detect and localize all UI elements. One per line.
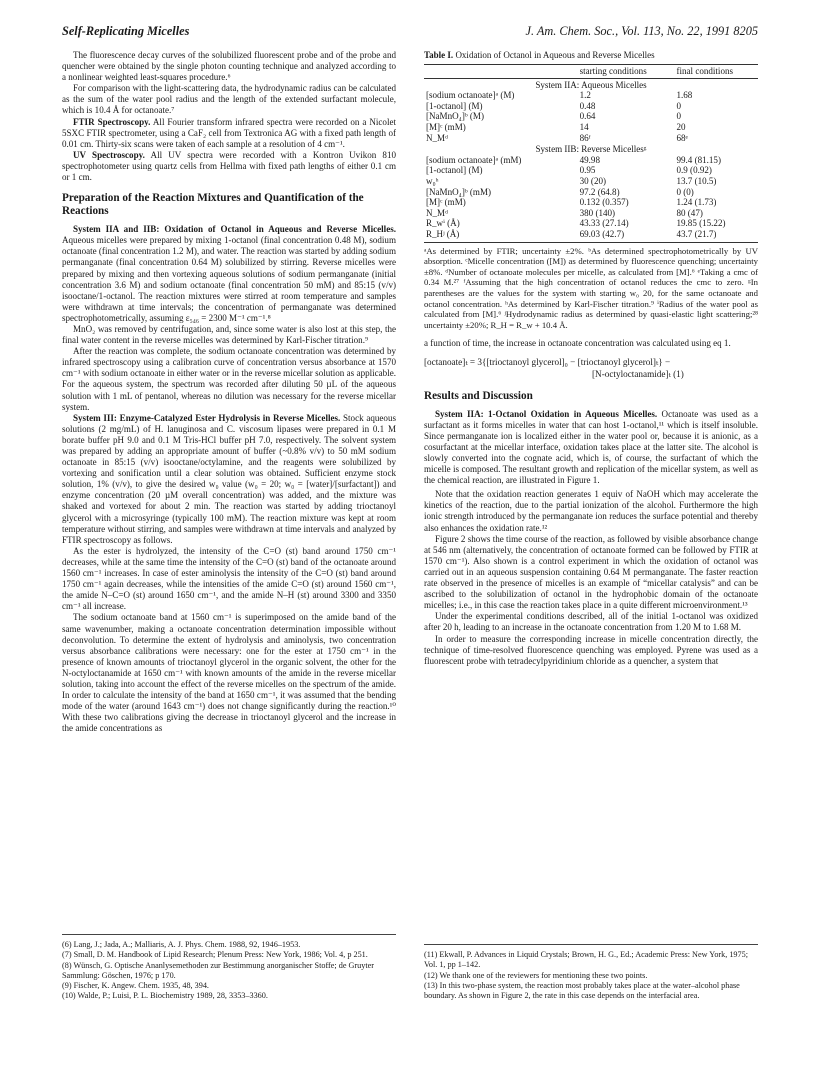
table-cell-final: 19.85 (15.22) xyxy=(676,218,726,229)
paragraph: In order to measure the corresponding increase in micelle concentration directly, the technique of time-resolved fluorescence quenching was employed. Pyrene was used as a fluorescent probe with tetradecylpyridinium chloride as a quencher, a system that xyxy=(424,633,758,666)
header-journal: J. Am. Chem. Soc., Vol. 113, No. 22, 1991 8205 xyxy=(525,24,758,38)
table-row xyxy=(424,229,758,242)
table-row xyxy=(424,176,758,187)
table-cell-label: [1-octanol] (M) xyxy=(426,165,483,176)
paragraph: For comparison with the light-scattering data, the hydrodynamic radius can be calculated as the sum of the water pool radius and the length of the extended surfactant molecule, which is 10.4 Å for octanoate.⁷ xyxy=(62,83,396,116)
table-cell-label: [NaMnO₄]ᵇ (M) xyxy=(426,111,484,122)
right-column xyxy=(424,50,758,667)
table-row xyxy=(424,133,758,144)
paragraph: Note that the oxidation reaction generates 1 equiv of NaOH which may accelerate the kinetics of the reaction, due to the partial ionization of the alcohol. Furthermore the high ionic strength introduced by the permanganate ion reduces the surface potential and thereby also enhances the oxidation rate.¹² xyxy=(424,489,758,533)
paragraph xyxy=(424,409,758,487)
reference-item: (13) In this two-phase system, the reaction most probably takes place at the water–alcohol phase boundary. As shown in Figure 2, the rate in this case depends on the interfacial area. xyxy=(424,980,740,1001)
table-group-label: System IIB: Reverse Micellesᵍ xyxy=(535,144,647,155)
table-cell-start: 49.98 xyxy=(579,154,600,165)
paragraph-text: All UV spectra were recorded with a Kontron Uvikon 810 spectrophotometer using quartz cells from Hellma with fixed path lengths of either 0.1 cm or 1 cm. xyxy=(62,149,396,183)
table-cell-final: 43.7 (21.7) xyxy=(674,229,758,242)
runin-heading: UV Spectroscopy. xyxy=(73,149,145,160)
table-cell-final: 13.7 (10.5) xyxy=(676,176,717,187)
header-title: Self-Replicating Micelles xyxy=(62,24,190,38)
table-cell-final: 0.9 (0.92) xyxy=(676,165,712,176)
table-cell-final: 1.24 (1.73) xyxy=(676,197,717,208)
paragraph xyxy=(62,413,396,546)
table-row xyxy=(424,155,758,166)
table-cell-final: 0 xyxy=(676,100,682,111)
table-row xyxy=(424,165,758,176)
section-title: Preparation of the Reaction Mixtures and Quantification of the Reactions xyxy=(62,192,364,218)
equation-line: [octanoate]ₜ = 3{[trioctanoyl glycerol]₀ − [trioctanoyl glycerol]ₜ} − xyxy=(424,357,671,368)
table-cell-final: 68ᵉ xyxy=(676,132,688,143)
table-row xyxy=(424,90,758,101)
paragraph xyxy=(62,150,396,183)
runin-heading: System III: Enzyme-Catalyzed Ester Hydrolysis in Reverse Micelles. xyxy=(73,412,341,423)
runin-heading: System IIA: 1-Octanol Oxidation in Aqueous Micelles. xyxy=(435,408,658,419)
reference-item: (6) Lang, J.; Jada, A.; Malliaris, A. J. Phys. Chem. 1988, 92, 1946–1953. xyxy=(62,940,301,949)
table-caption xyxy=(424,50,758,61)
table-cell-label: [sodium octanoate]ᵃ (M) xyxy=(426,90,515,101)
table-cell-start: 0.64 xyxy=(579,111,596,122)
reference-item: (8) Wünsch, G. Optische Ananlysemethoden zur Bestimmung anorganischer Stoffe; de Gruyter Sammlung: Göschen, 1976; p 170. xyxy=(62,960,374,980)
paragraph: Under the experimental conditions described, all of the initial 1-octanol was oxidized after 20 h, leading to an increase in the octanoate concentration from 1.20 M to 1.68 M. xyxy=(424,611,758,633)
paragraph-text: All Fourier transform infrared spectra were recorded on a Nicolet 5SXC FTIR spectrometer, using a CaF₂ cell from Textronica AG with a fixed path length of 0.01 cm. Thirty-six scans were taken of each sample at a resolution of 4 cm⁻¹. xyxy=(62,116,396,149)
reference-item: (7) Small, D. M. Handbook of Lipid Research; Plenum Press: New York, 1986; Vol. 4, p 251. xyxy=(62,950,368,960)
table-cell-label: N_Mᵈ xyxy=(426,207,448,218)
runin-heading: FTIR Spectroscopy. xyxy=(73,116,151,127)
paragraph-text: Octanoate was used as a surfactant as it forms micelles in water that can host 1-octanol,¹¹ which is itself insoluble. Since permanganate ion is localized either in the water pool or, because it is anionic, as a cosurfactant at the micellar interface, oxidation takes place at the latter site. The alcohol is slowly converted into the cognate acid, which is, of course, the surfactant of which the micelle is composed. The resultant growth and replication of the micellar system, as well as the chemical reaction, are illustrated in Figure 1. xyxy=(424,408,759,486)
paragraph: As the ester is hydrolyzed, the intensity of the C=O (st) band around 1750 cm⁻¹ decreases, while at the same time the intensity of the C=O (st) band of the octanoate around 1560 cm⁻¹ increases. In case of ester aminolysis the intensity of the C=O (st) band around 1750 cm⁻¹ again decreases, while the intensities of the amide C=O (st) around 1560 cm⁻¹, the amide N–C=O (st) around 1650 cm⁻¹, and the amide N–H (st) around 3300 and 3350 cm⁻¹ all increase. xyxy=(62,545,396,612)
table-cell-final: 99.4 (81.15) xyxy=(676,154,721,165)
references-left xyxy=(62,934,396,1002)
paragraph-text: Stock aqueous solutions (2 mg/mL) of H. lanuginosa and C. viscosum lipases were prepared in 0.1 M borate buffer pH 9.0 and 0.1 M Tris-HCl buffer pH 7.0, respectively. The solvent system was prepared by adding an appropriate amount of buffer (~0.8% v/v) to 50 mM sodium octanoate in 85:15 (v/v) isooctane/octylamine, and the reagents were solubilized by vortexing and sonification until a clear solution was obtained. Sufficient enzyme stock solution, 1% (v/v), to give the desired w₀ value (w₀ = 20; w₀ = [water]/[surfactant]) and enzyme concentration (20 µM overall concentration) was added, and the mixture was shaked and vortexed for about 2 min. The reaction was started by adding trioctanoyl glycerol with a microsyringe (typically 100 mM). The reaction mixture was kept at room temperature without stirring, and samples were withdrawn at time intervals and analyzed by FTIR spectroscopy as follows. xyxy=(62,412,396,545)
reference-item: (10) Walde, P.; Luisi, P. L. Biochemistry 1989, 28, 3353–3360. xyxy=(62,991,268,1001)
table-cell-label: [M]ᶜ (mM) xyxy=(426,197,466,208)
references-right xyxy=(424,944,758,1001)
paragraph xyxy=(62,224,396,324)
paragraph-text: Aqueous micelles were prepared by mixing 1-octanol (final concentration 0.48 M), sodium octanoate (final concentration 1.2 M), and water. The reaction was started by adding sodium permanganate (final concentration 0.64 M) solubilized by stirring. Reverse micelles were prepared by mixing and then vortexing aqueous solutions of sodium permanganate (initial concentration 3.6 M) and sodium octanoate (final concentration 50 mM) and 85:15 (v/v) isooctane/1-octanol. The reaction mixtures were stirred at room temperature and samples were withdrawn at time intervals; the concentration of permanganate was determined spectrophotometrically, assuming ε₅₄₆ = 2300 M⁻¹ cm⁻¹.⁸ xyxy=(62,235,396,323)
table-cell-final: 0 (0) xyxy=(676,186,694,197)
paragraph: After the reaction was complete, the sodium octanoate concentration was determined by infrared spectroscopy using a calibration curve of concentration versus absorbance at 1570 cm⁻¹ with sodium octanoate in either water or in the reverse micellar solution as applicable. For the aqueous system, the spectrum was recorded after diluting 50 µL of the aqueous solution with 1 mL of pentanol, whereas no dilution was necessary for the reverse micellar system. xyxy=(62,346,396,412)
table-cell-label: w₀ʰ xyxy=(426,176,439,187)
table-cell-start: 14 xyxy=(579,122,589,133)
table-row xyxy=(424,187,758,198)
table-cell-start: 43.33 (27.14) xyxy=(579,218,629,229)
table-title: Oxidation of Octanol in Aqueous and Reverse Micelles xyxy=(453,50,655,60)
table-cell-start: 69.03 (42.7) xyxy=(578,229,675,242)
table-row xyxy=(424,218,758,229)
table-cell-label: [M]ᶜ (mM) xyxy=(426,122,466,133)
table-body-reverse xyxy=(424,155,758,242)
table-footnotes: ᵃAs determined by FTIR; uncertainty ±2%. ᵇAs determined spectrophotometrically by UV absorption. ᶜMicelle concentration ([M]) as determined by fluorescence quenching; uncertainty ±8%. ᵈNumber of octanoate molecules per micelle, as calculated from [M].⁶ ᵉTaking a cmc of 0.34 M.²⁷ ᶠAssuming that the high concentration of octanol reduces the cmc to zero. ᵍIn parentheses are the values for the system with starting w₀ 20, for the same octanoate and octanol concentration. ʰAs determined by Karl-Fischer titration.⁹ ⁱRadius of the water pool as calculated from [M].⁶ ʲHydrodynamic radius as determined by quasi-elastic light scattering;²⁸ uncertainty ±20%; R_H = R_w + 10.4 Å. xyxy=(424,245,758,330)
running-header xyxy=(62,24,758,42)
table-header-cell xyxy=(424,65,578,79)
reference-item: (9) Fischer, K. Angew. Chem. 1935, 48, 394. xyxy=(62,981,209,991)
table-cell-start: 1.2 xyxy=(579,90,591,101)
table-header-row xyxy=(424,65,758,79)
table-header-cell: starting conditions xyxy=(578,65,675,79)
paragraph: MnO₂ was removed by centrifugation, and, since some water is also lost at this step, the final water content in the reverse micelles was determined by Karl-Fischer titration.⁹ xyxy=(62,323,396,346)
paragraph: The sodium octanoate band at 1560 cm⁻¹ is superimposed on the amide band of the same wavenumber, making a octanoate concentration determination impossible without deconvolution. To determine the extent of hydrolysis and aminolysis, two concentration versus absorbance calibrations were necessary: one for the ester at 1750 cm⁻¹ in the presence of known amounts of trioctanoyl glycerol in the organic solvent, the other for the N-octyloctanamide at 1650 cm⁻¹ with known amounts of the amide in the reverse micellar solution, taking into account the effect of the reverse micelles on the spectrum of the amide. In order to calculate the intensity of the band at 1650 cm⁻¹, it was assumed that the bending mode of the water (around 1643 cm⁻¹) does not change significantly during the reaction.¹⁰ With these two calibrations giving the decrease in trioctanoyl glycerol and the increase in the amide concentrations as xyxy=(62,612,396,734)
section-title: Results and Discussion xyxy=(424,389,533,402)
table-cell-start: 30 (20) xyxy=(579,176,607,187)
runin-heading: System IIA and IIB: Oxidation of Octanol in Aqueous and Reverse Micelles. xyxy=(73,224,396,235)
paragraph: Figure 2 shows the time course of the reaction, as followed by visible absorbance change at 546 nm (alternatively, the concentration of octanoate formed can be followed by FTIR at 1570 cm⁻¹). Also shown is a control experiment in which the oxidation of octanol was carried out in an aqueous suspension containing 0.64 M permanganate. The faster reaction rate observed in the presence of micelles is an example of “micellar catalysis” and can be ascribed to the solubilization of octanol in the hydrophobic domain of the octanoate micelles; i.e., in this case the reaction takes place in a quite different microenvironment.¹³ xyxy=(424,533,758,611)
reference-item: (11) Ekwall, P. Advances in Liquid Crystals; Brown, H. G., Ed.; Academic Press: New York, 1975; Vol. 1, pp 1–142. xyxy=(424,950,748,970)
table-row xyxy=(424,111,758,122)
table-cell-label: [sodium octanoate]ᵃ (mM) xyxy=(426,154,522,165)
reference-item: (12) We thank one of the reviewers for mentioning these two points. xyxy=(424,970,648,980)
paragraph: The fluorescence decay curves of the solubilized fluorescent probe and of the probe and quencher were obtained by the single photon counting technique and analyzed according to a nonlinear weighted least-squares procedure.⁶ xyxy=(62,50,396,83)
table-cell-start: 97.2 (64.8) xyxy=(579,186,620,197)
table-cell-start: 86ᶠ xyxy=(579,132,591,143)
table-row xyxy=(424,197,758,208)
table-row xyxy=(424,122,758,133)
equation-line: [N-octyloctanamide]ₜ (1) xyxy=(592,368,684,379)
data-table xyxy=(424,64,758,243)
table-cell-final: 1.68 xyxy=(676,90,693,101)
table-cell-label: [NaMnO₄]ᵇ (mM) xyxy=(426,186,491,197)
paragraph xyxy=(62,117,396,150)
table-cell-label: [1-octanol] (M) xyxy=(426,100,483,111)
table-cell-label: R_Hʲ (Å) xyxy=(424,229,578,242)
left-column xyxy=(62,50,396,734)
paragraph: a function of time, the increase in octanoate concentration was calculated using eq 1. xyxy=(424,338,731,349)
table-body-aqueous xyxy=(424,90,758,143)
table-cell-start: 0.132 (0.357) xyxy=(579,197,629,208)
table-cell-label: N_Mᵈ xyxy=(426,132,448,143)
table-group-row xyxy=(424,78,758,90)
table-cell-final: 20 xyxy=(676,122,686,133)
table-cell-final: 0 xyxy=(676,111,682,122)
table-label: Table I. xyxy=(424,50,454,60)
table-row xyxy=(424,208,758,219)
equation-1 xyxy=(424,357,758,379)
table-cell-start: 0.95 xyxy=(579,165,596,176)
table-header-cell: final conditions xyxy=(674,65,758,79)
table-cell-final: 80 (47) xyxy=(676,207,703,218)
table-row xyxy=(424,101,758,112)
table-group-row xyxy=(424,143,758,155)
table-group-label: System IIA: Aqueous Micelles xyxy=(535,79,647,90)
table-cell-start: 380 (140) xyxy=(579,207,616,218)
table-cell-start: 0.48 xyxy=(579,100,596,111)
table-1 xyxy=(424,50,758,330)
table-cell-label: R_wⁱ (Å) xyxy=(426,218,460,229)
